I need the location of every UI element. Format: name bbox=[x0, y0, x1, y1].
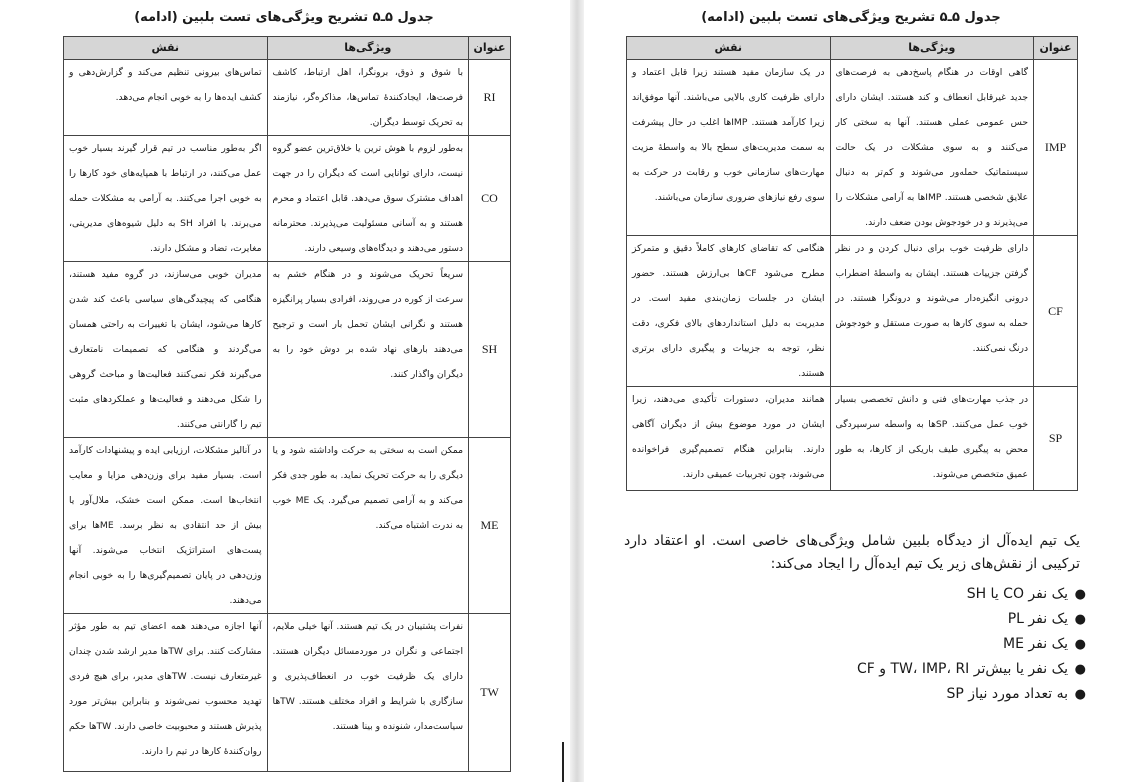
role-code: CF bbox=[1034, 236, 1078, 387]
role-code: CO bbox=[469, 136, 511, 262]
role-function: تماس‌های بیرونی تنظیم می‌کند و گزارش‌دهی و کشف ایده‌ها را به خوبی انجام می‌دهد. bbox=[64, 60, 268, 136]
role-traits: به‌طور لزوم با هوش ترین یا خلاق‌ترین عضو گروه نیست، دارای توانایی است که دیگران را در جهت اهداف مشترک سوق می‌دهد. قابل اعتماد و محرم هستند و به آسانی مسئولیت می‌پذیرند. محترمانه دستور می‌دهند و دیدگاه‌های وسیعی دارند. bbox=[267, 136, 469, 262]
bullet-icon: ● bbox=[1074, 587, 1086, 602]
role-function: در یک سازمان مفید هستند زیرا قابل اعتماد و دارای ظرفیت کاری بالایی می‌باشند. آنها موفق‌اند زیرا کارآمد هستند. IMPها اغلب در حال پیشرفت به سمت مدیریت‌های سطح بالا به واسطهٔ مزیت مهارت‌های سازمانی خوب و رقابت در حرکت به سوی رفع نیازهای ضروری سازمان می‌باشند. bbox=[627, 60, 831, 236]
role-traits: در جذب مهارت‌های فنی و دانش تخصصی بسیار خوب عمل می‌کنند. SPها به واسطه سرسپردگی محض به پیگیری طیف باریکی از کارها، به طور عمیق متخصص می‌شوند. bbox=[830, 387, 1034, 491]
role-traits: با شوق و ذوق، برونگرا، اهل ارتباط، کاشف فرصت‌ها، ایجادکنندهٔ تماس‌ها، مذاکره‌گر، نیازمند به تحریک توسط دیگران. bbox=[267, 60, 469, 136]
role-traits: ممکن است به سختی به حرکت واداشته شود و یا دیگری را به حرکت تحریک نماید. به طور جدی فکر می‌کند و به آرامی تصمیم می‌گیرد. یک ME خوب به ندرت اشتباه می‌کند. bbox=[267, 438, 469, 614]
role-function: آنها اجازه می‌دهند همه اعضای تیم به طور مؤثر مشارکت کنند. برای TWها مدیر ارشد شدن چندان غیرمتعارف نیست. TWهای مدیر، برای هیچ فردی تهدید محسوب نمی‌شوند و بنابراین بیش‌تر مورد پذیرش هستند و محبوبیت خاصی دارند. TWها حکم روان‌کنندهٔ کارها در تیم را دارند. bbox=[64, 614, 268, 772]
header-traits: ویژگی‌ها bbox=[267, 37, 469, 60]
role-function: همانند مدیران، دستورات تأکیدی می‌دهند، زیرا ایشان در مورد موضوع بیش از دیگران آگاهی دارند. بنابراین هنگام تصمیم‌گیری فراخوانده می‌شوند، چون تجربیات عمیقی دارند. bbox=[627, 387, 831, 491]
role-code: RI bbox=[469, 60, 511, 136]
table-row-sp bbox=[627, 387, 1078, 491]
list-item bbox=[780, 632, 1086, 657]
right-roles-table bbox=[626, 36, 1078, 491]
table-header-row bbox=[627, 37, 1078, 60]
list-item bbox=[780, 607, 1086, 632]
table-row-co bbox=[64, 136, 511, 262]
left-roles-table bbox=[63, 36, 511, 772]
role-function: در آنالیز مشکلات، ارزیابی ایده و پیشنهادات کارآمد است. بسیار مفید برای وزن‌دهی مزایا و معایب انتخاب‌ها است. ممکن است خشک، ملال‌آور یا بیش از حد انتقادی به نظر برسد. MEها برای پست‌های استراتژیک انتخاب می‌شوند. آنها وزن‌دهی در پایان تصمیم‌گیری‌ها را به خوبی انجام می‌دهند. bbox=[64, 438, 268, 614]
right-page bbox=[584, 0, 1138, 782]
list-item-text: یک نفر PL bbox=[1007, 611, 1068, 627]
bullet-icon: ● bbox=[1074, 612, 1086, 627]
table-row-me bbox=[64, 438, 511, 614]
table-row-cf bbox=[627, 236, 1078, 387]
role-code: ME bbox=[469, 438, 511, 614]
role-traits: گاهی اوقات در هنگام پاسخ‌دهی به فرصت‌های جدید غیرقابل انعطاف و کند هستند. ایشان دارای حس عمومی عملی هستند. آنها به سختی کار می‌کنند و به سوی مشکلات در یک حالت سیستماتیک حمله‌ور می‌شوند و کم‌تر به دنبال علایق شخصی هستند. IMPها به آرامی مشکلات را می‌پذیرند و در خودجوش بودن ضعف دارند. bbox=[830, 60, 1034, 236]
role-code: IMP bbox=[1034, 60, 1078, 236]
right-table-caption: جدول ۵ـ۵ تشریح ویژگی‌های تست بلبین (ادامه) bbox=[701, 10, 1001, 25]
bullet-icon: ● bbox=[1074, 637, 1086, 652]
role-code: SP bbox=[1034, 387, 1078, 491]
role-code: TW bbox=[469, 614, 511, 772]
left-table-caption: جدول ۵ـ۵ تشریح ویژگی‌های تست بلبین (ادامه) bbox=[134, 10, 434, 25]
role-function: اگر به‌طور مناسب در تیم قرار گیرند بسیار خوب عمل می‌کنند، در ارتباط با همپایه‌های خود کارها را به خوبی اجرا می‌کنند. به آرامی به مشکلات حمله می‌برند. با افراد SH به دلیل شیوه‌های مدیریتی، مغایرت، تضاد و مشکل دارند. bbox=[64, 136, 268, 262]
table-header-row bbox=[64, 37, 511, 60]
list-item bbox=[780, 682, 1086, 707]
table-row-tw bbox=[64, 614, 511, 772]
role-traits: دارای ظرفیت خوب برای دنبال کردن و در نظر گرفتن جزییات هستند. ایشان به واسطهٔ اضطراب درونی انگیزه‌دار می‌شوند و درونگرا هستند. در حمله به سوی کارها به صورت مستقل و خودجوش درنگ نمی‌کنند. bbox=[830, 236, 1034, 387]
book-gutter bbox=[570, 0, 584, 782]
role-function: هنگامی که تقاضای کارهای کاملاً دقیق و متمرکز مطرح می‌شود CFها بی‌ارزش هستند. حضور ایشان در جلسات زمان‌بندی مفید است. در مدیریت به دلیل استانداردهای بالای فکری، دقت نظر، توجه به جزییات و پیگیری دارای برتری هستند. bbox=[627, 236, 831, 387]
list-item bbox=[780, 657, 1086, 682]
header-function: نقش bbox=[627, 37, 831, 60]
ideal-team-list bbox=[780, 582, 1086, 707]
role-traits: سریعاً تحریک می‌شوند و در هنگام خشم به سرعت از کوره در می‌روند، افرادی بسیار پرانگیزه هستند و نگرانی ایشان تحمل بار است و ترجیح می‌دهند بارهای نهاد شده بر دوش خود را به دیگران واگذار کنند. bbox=[267, 262, 469, 438]
ideal-team-paragraph: یک تیم ایده‌آل از دیدگاه بلبین شامل ویژگی‌های خاصی است. او اعتقاد دارد ترکیبی از نقش‌های زیر یک تیم ایده‌آل را ایجاد می‌کند: bbox=[624, 533, 1080, 572]
table-row-imp bbox=[627, 60, 1078, 236]
list-item-text: به تعداد مورد نیاز SP bbox=[946, 686, 1068, 702]
role-function: مدیران خوبی می‌سازند، در گروه مفید هستند، هنگامی که پیچیدگی‌های سیاسی باعث کند شدن کارها می‌شود، ایشان با تغییرات به راحتی همسان می‌گردند و هنگامی که تصمیمات نامتعارف می‌گیرند فکر نمی‌کنند فعالیت‌ها و مباحث گروهی را شکل می‌دهند و فعالیت‌ها و عملکردهای مثبت تیم را گارانتی می‌کنند. bbox=[64, 262, 268, 438]
bullet-icon: ● bbox=[1074, 687, 1086, 702]
list-item-text: یک نفر ME bbox=[1003, 636, 1068, 652]
list-item-text: یک نفر یا بیش‌تر TW، IMP، RI و CF bbox=[856, 661, 1068, 677]
spine-mark bbox=[562, 742, 564, 782]
header-role: عنوان bbox=[1034, 37, 1078, 60]
table-row-sh bbox=[64, 262, 511, 438]
list-item bbox=[780, 582, 1086, 607]
role-traits: نفرات پشتیبان در یک تیم هستند. آنها خیلی ملایم، اجتماعی و نگران در موردمسائل دیگران هستند. دارای یک ظرفیت خوب در انعطاف‌پذیری و سازگاری با شرایط و افراد مختلف هستند. TWها سیاست‌مدار، شنونده و بینا هستند. bbox=[267, 614, 469, 772]
header-role: عنوان bbox=[469, 37, 511, 60]
role-code: SH bbox=[469, 262, 511, 438]
bullet-icon: ● bbox=[1074, 662, 1086, 677]
header-function: نقش bbox=[64, 37, 268, 60]
header-traits: ویژگی‌ها bbox=[830, 37, 1034, 60]
table-row-ri bbox=[64, 60, 511, 136]
list-item-text: یک نفر CO یا SH bbox=[966, 586, 1068, 602]
